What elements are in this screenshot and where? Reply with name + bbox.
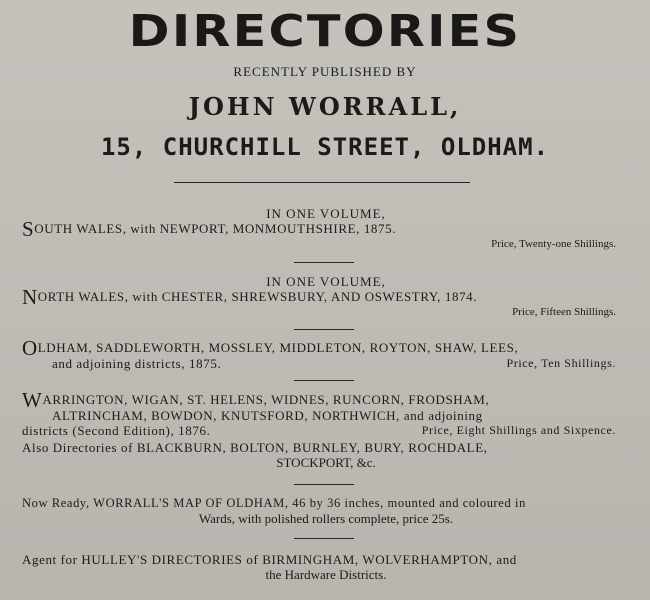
- divider: [294, 484, 354, 485]
- divider: [294, 538, 354, 539]
- agent-text: Agent for HULLEY'S DIRECTORIES of BIRMINGHAM, WOLVERHAMPTON, and: [22, 552, 517, 567]
- map-section: [22, 496, 630, 526]
- divider: [174, 182, 470, 183]
- divider: [294, 329, 354, 330]
- also-directories-cont: STOCKPORT, &c.: [276, 455, 376, 470]
- page-title: DIRECTORIES: [128, 6, 522, 57]
- entry-text: ARRINGTON, WIGAN, ST. HELENS, WIDNES, RUNCORN, FRODSHAM,: [42, 392, 490, 407]
- publisher-name: JOHN WORRALL,: [188, 92, 462, 121]
- price: Price, Fifteen Shillings.: [512, 306, 616, 318]
- drop-initial: W: [22, 388, 43, 412]
- north-wales-section: [22, 274, 630, 320]
- price: Price, Ten Shillings.: [506, 356, 616, 370]
- subtitle: RECENTLY PUBLISHED BY: [233, 64, 417, 79]
- publisher-address: 15, CHURCHILL STREET, OLDHAM.: [100, 133, 550, 161]
- entry-text: LDHAM, SADDLEWORTH, MOSSLEY, MIDDLETON, ROYTON, SHAW, LEES,: [37, 340, 519, 355]
- agent-text-cont: the Hardware Districts.: [265, 567, 387, 582]
- price: Price, Eight Shillings and Sixpence.: [421, 423, 616, 437]
- entry-text: districts (Second Edition), 1876.: [22, 423, 211, 438]
- drop-initial: N: [22, 285, 38, 309]
- map-text-cont: Wards, with polished rollers complete, price 25s.: [198, 511, 454, 526]
- divider: [294, 262, 354, 263]
- drop-initial: S: [22, 217, 35, 241]
- drop-initial: O: [22, 336, 38, 360]
- also-directories: Also Directories of BLACKBURN, BOLTON, BURNLEY, BURY, ROCHDALE,: [22, 440, 488, 455]
- divider: [294, 380, 354, 381]
- entry-text: ORTH WALES, with CHESTER, SHREWSBURY, AND OSWESTRY, 1874.: [37, 289, 478, 304]
- entry-text: and adjoining districts, 1875.: [52, 356, 222, 371]
- warrington-section: [22, 388, 630, 470]
- oldham-section: [22, 336, 630, 371]
- agent-section: [22, 552, 630, 582]
- price: Price, Twenty-one Shillings.: [491, 238, 616, 250]
- volume-heading: IN ONE VOLUME,: [266, 206, 386, 221]
- entry-text: OUTH WALES, with NEWPORT, MONMOUTHSHIRE, 1875.: [34, 221, 397, 236]
- volume-heading: IN ONE VOLUME,: [266, 274, 386, 289]
- entry-text: ALTRINCHAM, BOWDON, KNUTSFORD, NORTHWICH, and adjoining: [52, 408, 483, 423]
- map-text: Now Ready, WORRALL'S MAP OF OLDHAM, 46 by 36 inches, mounted and coloured in: [22, 496, 526, 510]
- south-wales-section: [22, 206, 630, 252]
